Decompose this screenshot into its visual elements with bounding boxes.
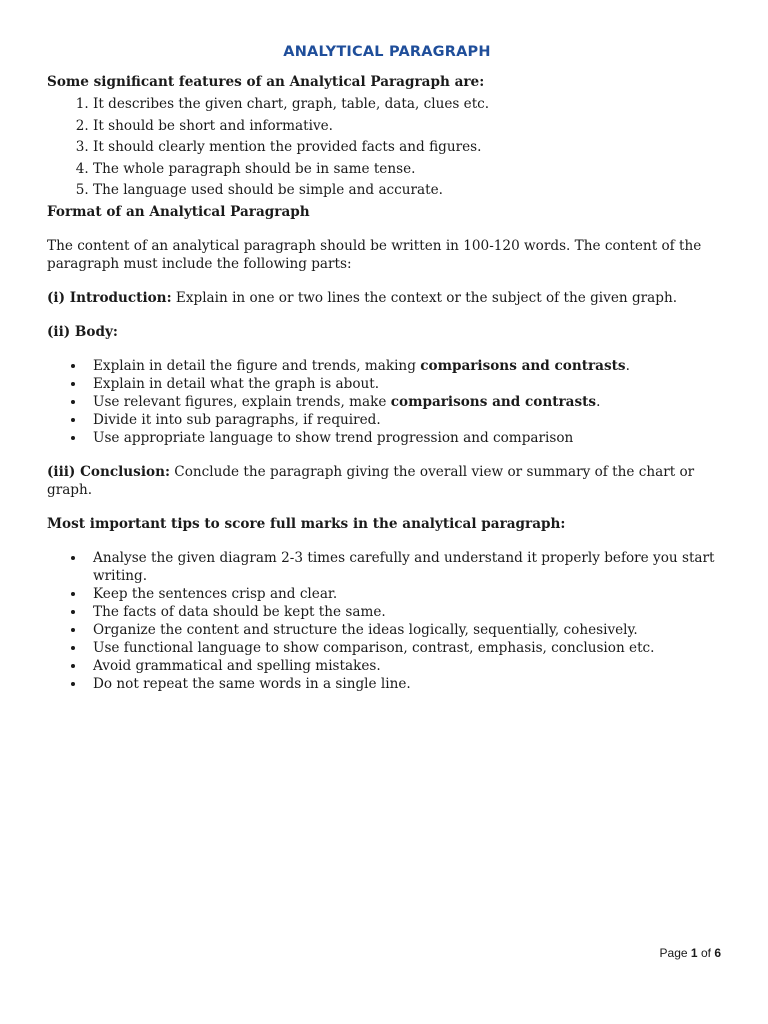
features-list [47, 95, 727, 199]
bullet-icon [71, 682, 75, 686]
body-item: Explain in detail what the graph is about. [93, 375, 727, 393]
features-heading: Some significant features of an Analytical Paragraph are: [47, 74, 485, 90]
body-item: Use appropriate language to show trend progression and comparison [93, 429, 727, 447]
current-page: 1 [690, 946, 698, 960]
bullet-icon [71, 664, 75, 668]
conclusion-text: Conclude the paragraph giving the overall view or summary of the chart or graph. [47, 464, 695, 498]
body-label: (ii) Body: [47, 324, 118, 340]
tip-item: Use functional language to show comparison, contrast, emphasis, conclusion etc. [93, 639, 727, 657]
tip-item: Avoid grammatical and spelling mistakes. [93, 657, 727, 675]
document-content [47, 42, 727, 693]
bullet-icon [71, 610, 75, 614]
bullet-icon [71, 556, 75, 560]
document-title: ANALYTICAL PARAGRAPH [283, 44, 491, 60]
feature-item: 2. It should be short and informative. [93, 117, 727, 135]
bullet-icon [71, 382, 75, 386]
tip-item: Organize the content and structure the ideas logically, sequentially, cohesively. [93, 621, 727, 639]
conclusion-label: (iii) Conclusion: [47, 464, 170, 480]
tip-item: Keep the sentences crisp and clear. [93, 585, 727, 603]
tip-item: The facts of data should be kept the same. [93, 603, 727, 621]
format-text: The content of an analytical paragraph should be written in 100-120 words. The content of the paragraph must include the following parts: [47, 238, 702, 272]
format-heading: Format of an Analytical Paragraph [47, 204, 310, 220]
bullet-icon [71, 628, 75, 632]
tip-item: Analyse the given diagram 2-3 times carefully and understand it properly before you start writing. [93, 549, 727, 585]
body-item: Use relevant figures, explain trends, make comparisons and contrasts. [93, 393, 727, 411]
feature-item: 3. It should clearly mention the provided facts and figures. [93, 138, 727, 156]
body-item: Divide it into sub paragraphs, if required. [93, 411, 727, 429]
tips-heading: Most important tips to score full marks in the analytical paragraph: [47, 516, 566, 532]
feature-item: 5. The language used should be simple and accurate. [93, 181, 727, 199]
bullet-icon [71, 436, 75, 440]
feature-item: 4. The whole paragraph should be in same tense. [93, 160, 727, 178]
total-pages: 6 [714, 946, 721, 960]
bullet-icon [71, 364, 75, 368]
feature-item: 1. It describes the given chart, graph, table, data, clues etc. [93, 95, 727, 113]
body-list [47, 357, 727, 447]
page-number: Page 1 of 6 [659, 946, 721, 960]
bullet-icon [71, 592, 75, 596]
introduction-paragraph [47, 289, 727, 307]
tips-list [47, 549, 727, 693]
conclusion-paragraph [47, 463, 727, 499]
bullet-icon [71, 418, 75, 422]
bullet-icon [71, 646, 75, 650]
introduction-label: (i) Introduction: [47, 290, 172, 306]
bullet-icon [71, 400, 75, 404]
introduction-text: Explain in one or two lines the context or the subject of the given graph. [171, 290, 678, 306]
tip-item: Do not repeat the same words in a single line. [93, 675, 727, 693]
body-item: Explain in detail the figure and trends, making comparisons and contrasts. [93, 357, 727, 375]
